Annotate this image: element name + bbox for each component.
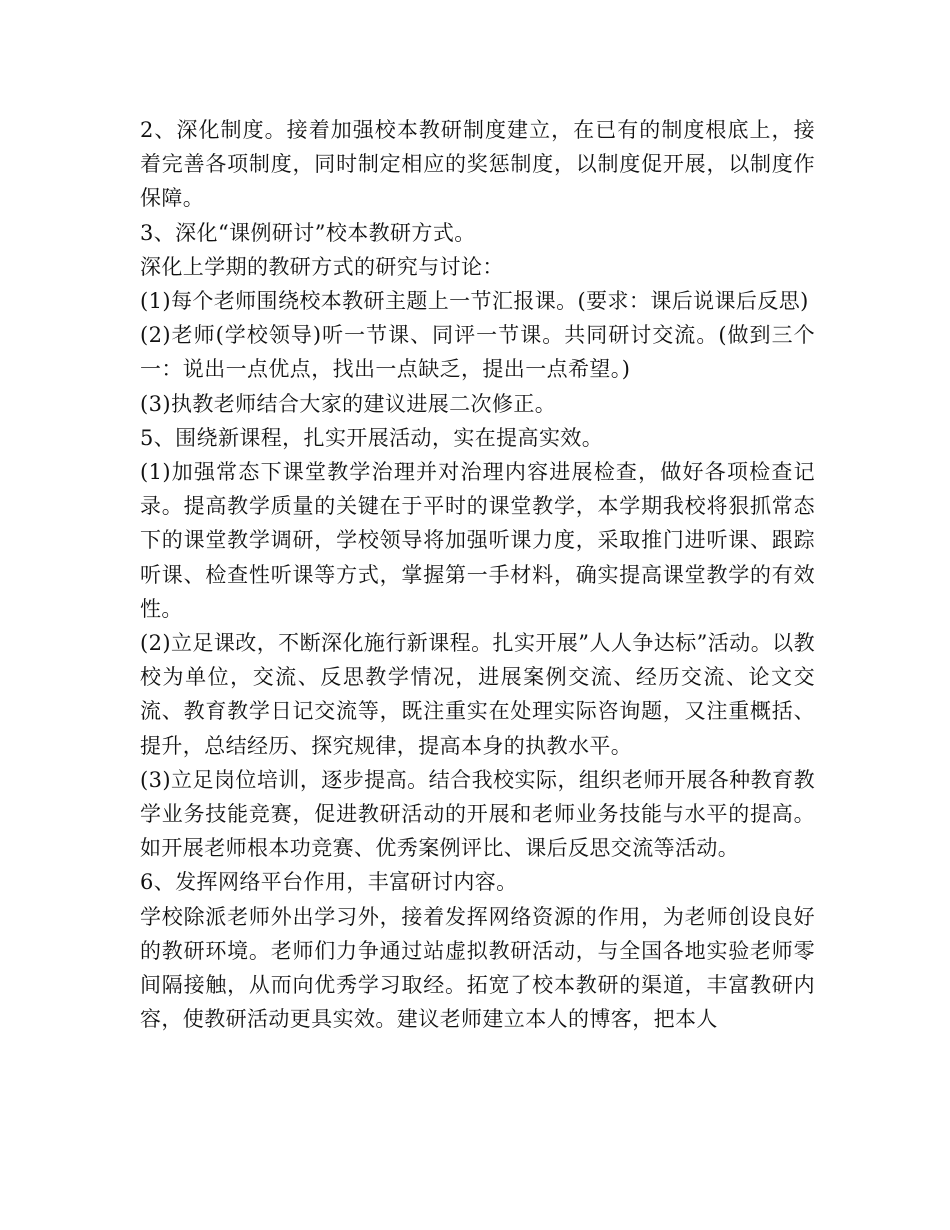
paragraph-deepen-system: 2、深化制度。接着加强校本教研制度建立，在已有的制度根底上，接着完善各项制度，同时制定相应的奖惩制度，以制度促开展，以制度作保障。 (140, 118, 815, 211)
paragraph-item-2-observe-lesson: (2)老师(学校领导)听一节课、同评一节课。共同研讨交流。(做到三个一：说出一点优点，找出一点缺乏，提出一点希望。) (140, 323, 815, 382)
paragraph-item-1-classroom-management: (1)加强常态下课堂教学治理并对治理内容进展检查，做好各项检查记录。提高教学质量的关键在于平时的课堂教学，本学期我校将狠抓常态下的课堂教学调研，学校领导将加强听课力度，采取推门进听课、跟踪听课、检查性听课等方式，掌握第一手材料，确实提高课堂教学的有效性。 (140, 460, 815, 621)
paragraph-item-2-curriculum-reform: (2)立足课改，不断深化施行新课程。扎实开展”人人争达标”活动。以教校为单位，交流、反思教学情况，进展案例交流、经历交流、论文交流、教育教学日记交流等，既注重实在处理实际咨询题，又注重概括、提升，总结经历、探究规律，提高本身的执教水平。 (140, 631, 815, 758)
paragraph-new-curriculum-heading: 5、围绕新课程，扎实开展活动，实在提高实效。 (140, 425, 604, 450)
paragraph-network-platform-body: 学校除派老师外出学习外，接着发挥网络资源的作用，为老师创设良好的教研环境。老师们力争通过站虚拟教研活动，与全国各地实验老师零间隔接触，从而向优秀学习取经。拓宽了校本教研的渠道，丰富教研内容，使教研活动更具实效。建议老师建立本人的博客，把本人 (140, 904, 815, 1032)
paragraph-item-3-revision: (3)执教老师结合大家的建议进展二次修正。 (140, 391, 557, 416)
document-body (140, 113, 815, 1036)
paragraph-lesson-study-heading: 3、深化“课例研讨”校本教研方式。 (140, 220, 476, 245)
paragraph-item-3-job-training: (3)立足岗位培训，逐步提高。结合我校实际，组织老师开展各种教育教学业务技能竞赛，促进教研活动的开展和老师业务技能与水平的提高。如开展老师根本功竞赛、优秀案例评比、课后反思交流等活动。 (140, 767, 815, 861)
paragraph-item-1-report-lesson: (1)每个老师围绕校本教研主题上一节汇报课。(要求：课后说课后反思) (140, 289, 809, 314)
paragraph-network-platform-heading: 6、发挥网络平台作用，丰富研讨内容。 (140, 870, 518, 895)
paragraph-lesson-study-intro: 深化上学期的教研方式的研究与讨论： (140, 254, 504, 279)
